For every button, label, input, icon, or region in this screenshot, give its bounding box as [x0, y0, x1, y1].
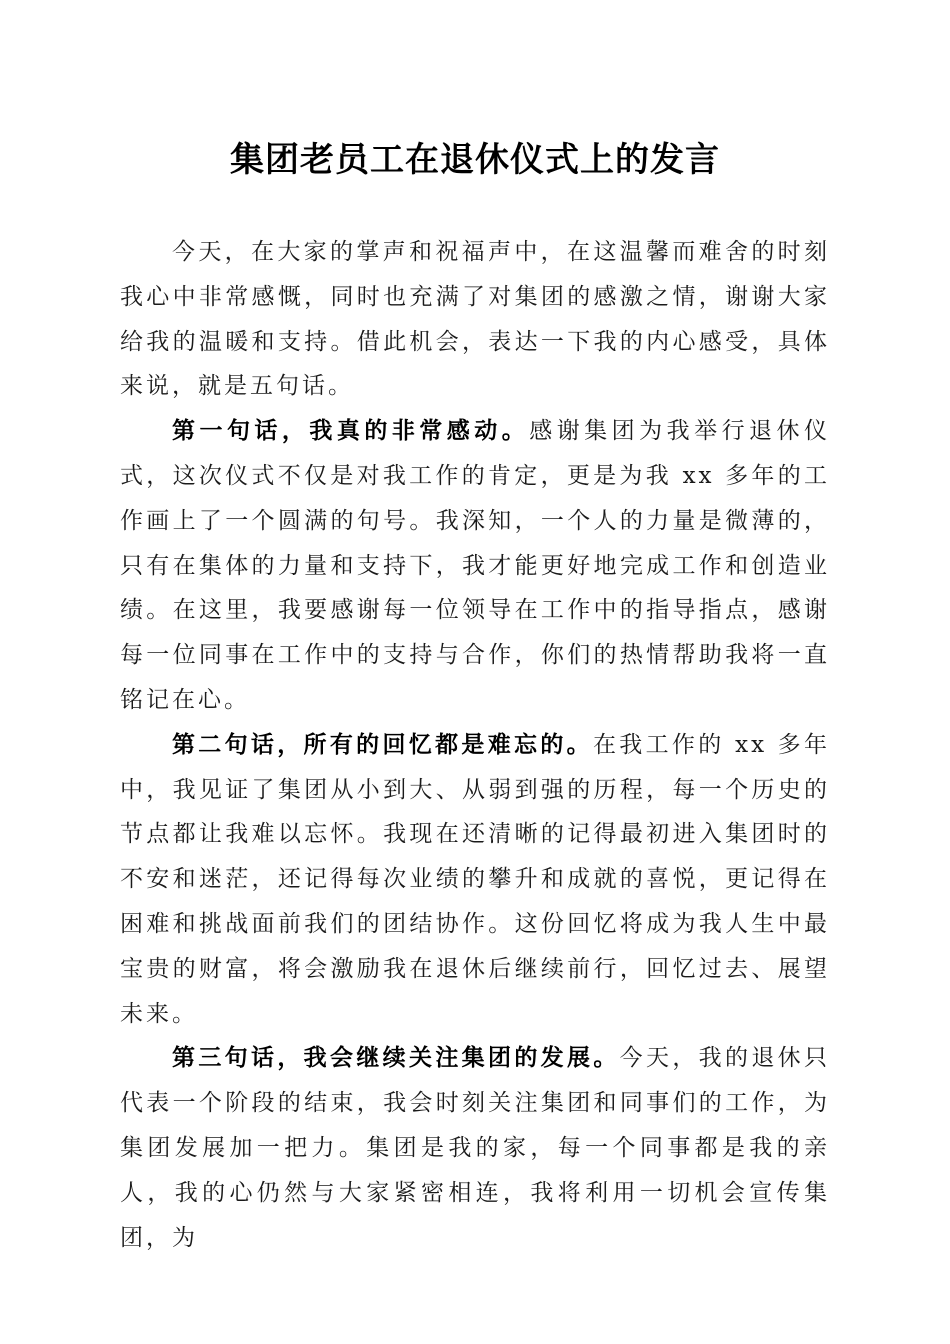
paragraph-intro — [120, 230, 830, 409]
paragraph-lead: 第二句话，所有的回忆都是难忘的。 — [172, 730, 593, 758]
paragraph-lead: 第三句话，我会继续关注集团的发展。 — [172, 1044, 620, 1072]
paragraph-second-sentence — [120, 723, 830, 1037]
paragraph-text: 今天，我的退休只代表一个阶段的结束，我会时刻关注集团和同事们的工作，为集团发展加一把力。集团是我的家，每一个同事都是我的亲人，我的心仍然与大家紧密相连，我将利用一切机会宣传集团，为 — [120, 1045, 831, 1251]
paragraph-text: 在我工作的 xx 多年中，我见证了集团从小到大、从弱到强的历程，每一个历史的节点都让我难以忘怀。我现在还清晰的记得最初进入集团时的不安和迷茫，还记得每次业绩的攀升和成就的喜悦，更记得在困难和挑战面前我们的团结协作。这份回忆将成为我人生中最宝贵的财富，将会激励我在退休后继续前行，回忆过去、展望未来。 — [120, 731, 830, 1027]
document-body — [120, 230, 830, 1260]
paragraph-first-sentence — [120, 409, 830, 723]
document-title: 集团老员工在退休仪式上的发言 — [230, 140, 720, 180]
paragraph-lead: 第一句话，我真的非常感动。 — [172, 417, 530, 445]
paragraph-third-sentence — [120, 1036, 830, 1260]
paragraph-text: 感谢集团为我举行退休仪式，这次仪式不仅是对我工作的肯定，更是为我 xx 多年的工作画上了一个圆满的句号。我深知，一个人的力量是微薄的，只有在集体的力量和支持下，我才能更好地完成工作和创造业绩。在这里，我要感谢每一位领导在工作中的指导指点，感谢每一位同事在工作中的支持与合作，你们的热情帮助我将一直铭记在心。 — [120, 418, 831, 713]
paragraph-text: 今天，在大家的掌声和祝福声中，在这温馨而难舍的时刻我心中非常感慨，同时也充满了对集团的感激之情，谢谢大家给我的温暖和支持。借此机会，表达一下我的内心感受，具体来说，就是五句话。 — [120, 239, 830, 400]
